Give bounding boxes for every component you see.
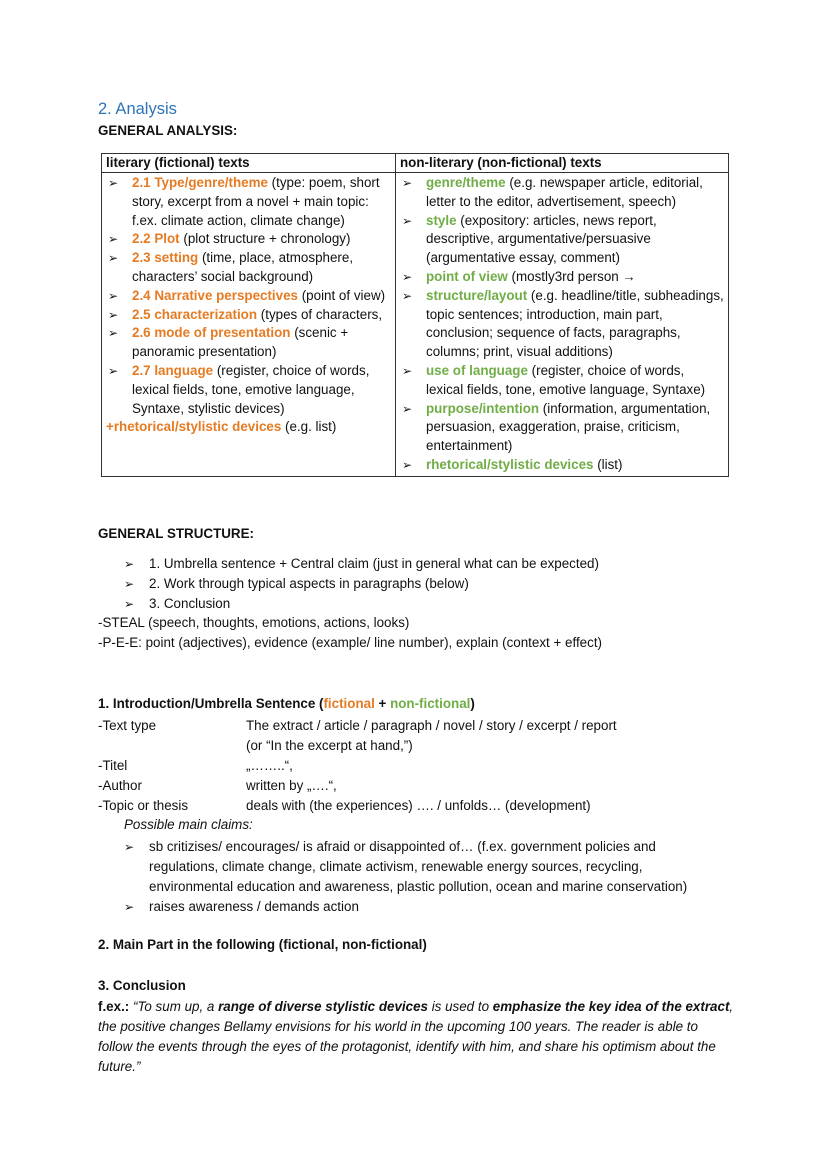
literary-tail	[106, 418, 391, 437]
claim-item	[124, 897, 724, 917]
intro-plus: +	[374, 696, 391, 711]
intro-row-value: „……..“,	[246, 758, 293, 773]
table-header-nonliterary: non-literary (non-fictional) texts	[396, 154, 729, 173]
intro-row	[98, 756, 738, 776]
intro-row	[98, 736, 738, 756]
intro-row	[98, 716, 738, 736]
item-key: style	[426, 212, 457, 228]
item-key: rhetorical/stylistic devices	[426, 456, 594, 472]
table-list-item	[400, 362, 724, 400]
item-description: (types of characters,	[257, 306, 383, 322]
table-list-item	[400, 212, 724, 268]
structure-item-text: 3. Conclusion	[149, 596, 231, 611]
item-description: (mostly3rd person →	[507, 268, 636, 284]
arrow-bullet-icon: ➢	[124, 900, 135, 914]
item-description: (list)	[593, 456, 623, 472]
item-description: (expository: articles, news report, descriptive, argumentative/persuasive (argumentative essay, comment)	[426, 212, 657, 266]
item-key: 2.6 mode of presentation	[132, 325, 291, 341]
conclusion-lead: f.ex.:	[98, 999, 133, 1014]
intro-row-label: -Text type	[98, 718, 157, 733]
table-list-item	[106, 249, 391, 287]
arrow-bullet-icon: ➢	[124, 557, 135, 571]
item-key: 2.7 language	[132, 362, 214, 378]
intro-row-label: -Topic or thesis	[98, 798, 189, 813]
item-key: point of view	[426, 268, 508, 284]
item-key: use of language	[426, 362, 528, 378]
nonliterary-cell	[396, 173, 729, 477]
item-description: (register, choice of words, lexical fields, tone, emotive language, Syntaxe)	[426, 362, 706, 397]
intro-row	[98, 796, 738, 816]
table-list-item	[400, 456, 724, 475]
item-description: (point of view)	[298, 287, 386, 303]
arrow-bullet-icon: ➢	[402, 457, 413, 472]
intro-close: )	[470, 696, 475, 711]
general-analysis-label: GENERAL ANALYSIS:	[98, 123, 238, 138]
table-list-item	[400, 287, 724, 362]
structure-item-text: 1. Umbrella sentence + Central claim (just in general what can be expected)	[149, 556, 599, 571]
structure-list	[124, 554, 599, 614]
item-key: 2.5 characterization	[132, 306, 258, 322]
item-description: (scenic + panoramic presentation)	[132, 325, 349, 360]
literary-tail-key: +rhetorical/stylistic devices	[106, 419, 282, 435]
table-list-item	[106, 174, 391, 230]
arrow-bullet-icon: ➢	[402, 401, 413, 416]
arrow-bullet-icon: ➢	[108, 232, 119, 247]
intro-nonfictional: non-fictional	[390, 696, 471, 711]
arrow-bullet-icon: ➢	[402, 288, 413, 303]
table-list-item	[106, 324, 391, 362]
item-key: 2.3 setting	[132, 250, 199, 266]
arrow-bullet-icon: ➢	[108, 307, 119, 322]
arrow-bullet-icon: ➢	[108, 326, 119, 341]
claim-item-text: raises awareness / demands action	[149, 899, 359, 914]
possible-claims-label: Possible main claims:	[124, 817, 253, 832]
table-list-item	[400, 268, 724, 287]
item-description: (e.g. newspaper article, editorial, letter to the editor, advertisement, speech)	[426, 175, 703, 209]
arrow-bullet-icon: ➢	[108, 363, 119, 378]
structure-item	[124, 574, 599, 594]
intro-heading-text: 1. Introduction/Umbrella Sentence (	[98, 696, 324, 711]
intro-row-value: (or “In the excerpt at hand,”)	[246, 738, 413, 753]
item-key: genre/theme	[426, 175, 506, 190]
item-key: structure/layout	[426, 287, 528, 303]
intro-row-value: written by „….“,	[246, 778, 337, 793]
item-description: (time, place, atmosphere, characters’ social background)	[132, 250, 354, 284]
arrow-bullet-icon: ➢	[402, 213, 413, 228]
arrow-bullet-icon: ➢	[108, 176, 119, 190]
literary-cell	[102, 173, 396, 477]
item-description: (information, argumentation, persuasion, exaggeration, praise, criticism, entertainment)	[426, 400, 711, 454]
item-key: purpose/intention	[426, 400, 540, 416]
table-list-item	[106, 306, 391, 325]
steal-line: -STEAL (speech, thoughts, emotions, actions, looks)	[98, 615, 410, 630]
conclusion-quote-2: is used to	[427, 999, 493, 1014]
arrow-bullet-icon: ➢	[124, 577, 135, 591]
conclusion-example	[98, 997, 734, 1077]
table-header-literary: literary (fictional) texts	[102, 154, 396, 173]
intro-row-label: -Titel	[98, 758, 128, 773]
arrow-bullet-icon: ➢	[124, 597, 135, 611]
claims-list	[124, 837, 724, 917]
item-description: (type: poem, short story, excerpt from a novel + main topic: f.ex. climate action, climate change)	[132, 175, 380, 228]
intro-row-value: The extract / article / paragraph / novel / story / excerpt / report	[246, 718, 617, 733]
arrow-bullet-icon: ➢	[402, 176, 413, 190]
claim-item	[124, 837, 724, 897]
section-title: 2. Analysis	[98, 100, 177, 118]
table-list-item	[106, 287, 391, 306]
structure-item-text: 2. Work through typical aspects in paragraphs (below)	[149, 576, 469, 591]
general-structure-label: GENERAL STRUCTURE:	[98, 526, 254, 541]
item-description: (register, choice of words, lexical fields, tone, emotive language, Syntaxe, stylistic devices)	[132, 362, 370, 416]
intro-row-label: -Author	[98, 778, 142, 793]
structure-item	[124, 554, 599, 574]
main-part-heading: 2. Main Part in the following (fictional, non-fictional)	[98, 937, 427, 952]
arrow-bullet-icon: ➢	[124, 840, 135, 854]
item-description: (e.g. headline/title, subheadings, topic sentences; introduction, main part, conclusion; sequence of facts, paragraphs, columns; print, visual additions)	[426, 287, 724, 360]
table-list-item	[106, 362, 391, 418]
conclusion-quote-1: “To sum up, a	[132, 999, 219, 1014]
table-list-item	[400, 174, 724, 212]
arrow-bullet-icon: ➢	[108, 251, 119, 266]
structure-item	[124, 594, 599, 614]
arrow-bullet-icon: ➢	[402, 363, 413, 378]
literary-tail-rest: (e.g. list)	[281, 419, 337, 435]
analysis-table	[101, 153, 729, 477]
item-key: 2.2 Plot	[132, 231, 180, 247]
nonliterary-list	[400, 174, 724, 475]
intro-fictional: fictional	[323, 696, 375, 711]
table-list-item	[106, 230, 391, 249]
claim-item-text: sb critizises/ encourages/ is afraid or disappointed of… (f.ex. government policies and regulations, climate change, climate activism, renewable energy sources, recycling, environmental education and awareness, plastic pollution, ocean and marine conservation)	[149, 839, 688, 894]
intro-heading	[98, 696, 475, 711]
item-description: (plot structure + chronology)	[179, 231, 351, 247]
table-list-item	[400, 400, 724, 456]
item-key: 2.4 Narrative perspectives	[132, 287, 298, 303]
conclusion-bold-1: range of diverse stylistic devices	[218, 999, 428, 1014]
intro-row	[98, 776, 738, 796]
literary-list	[106, 174, 391, 418]
conclusion-quote-3: , the positive changes Bellamy envisions for his world in the upcoming 100 years. The reader is able to follow the events through the eyes of the protagonist, identify with him, and share his optimism about the future.”	[98, 999, 734, 1074]
arrow-bullet-icon: ➢	[402, 269, 413, 284]
item-key: 2.1 Type/genre/theme	[132, 175, 268, 190]
pee-line: -P-E-E: point (adjectives), evidence (example/ line number), explain (context + effect)	[98, 635, 602, 650]
arrow-bullet-icon: ➢	[108, 288, 119, 303]
conclusion-heading: 3. Conclusion	[98, 978, 186, 993]
intro-row-value: deals with (the experiences) …. / unfolds… (development)	[246, 798, 591, 813]
conclusion-bold-2: emphasize the key idea of the extract	[492, 999, 730, 1014]
